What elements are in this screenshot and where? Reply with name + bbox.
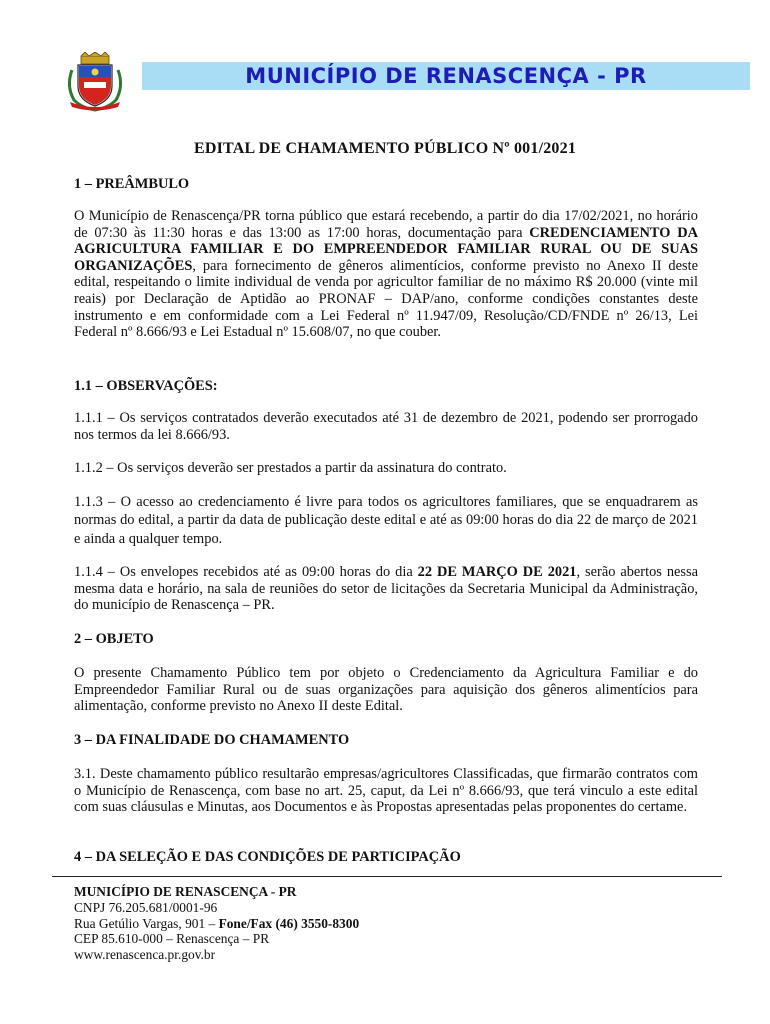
observacao-1: 1.1.1 – Os serviços contratados deverão executados até 31 de dezembro de 2021, podendo ser prorrogado nos termos da lei 8.666/93. xyxy=(74,410,698,443)
footer-divider xyxy=(52,876,722,877)
letterhead xyxy=(64,52,696,112)
observacao-3: 1.1.3 – O acesso ao credenciamento é livre para todos os agricultores familiares, que se enquadrarem as normas do edital, a partir da data de publicação deste edital e até as 09:00 horas do dia 22 de março de 2021 e ainda a qualquer tempo. xyxy=(74,494,698,547)
preambulo-text-end: , para fornecimento de gêneros alimentícios, conforme previsto no Anexo II deste edital, respeitando o limite individual de venda por agricultor familiar de no máximo R$ 20.000 (vinte mil reais) por Declaração de Aptidão ao PRONAF – DAP/ano, conforme condições constantes deste instrumento e em conformidade com a Lei Federal nº 11.947/09, Resolução/CD/FNDE nº 26/13, Lei Federal nº 8.666/93 e Lei Estadual nº 15.608/07, no que couber. xyxy=(74,257,698,341)
observacao-2: 1.1.2 – Os serviços deverão ser prestados a partir da assinatura do contrato. xyxy=(74,460,507,476)
footer-phone: Fone/Fax (46) 3550-8300 xyxy=(218,915,360,931)
section-heading-objeto: 2 – OBJETO xyxy=(74,631,154,647)
section-heading-observacoes: 1.1 – OBSERVAÇÕES: xyxy=(74,378,218,394)
observacao-4-date: 22 DE MARÇO DE 2021 xyxy=(417,564,577,580)
objeto-paragraph: O presente Chamamento Público tem por objeto o Credenciamento da Agricultura Familiar e do Empreendedor Familiar Rural ou de suas organizações para aquisição dos gêneros alimentícios para alimentação, conforme previsto no Anexo II deste Edital. xyxy=(74,665,698,715)
footer-cep: CEP 85.610-000 – Renascença – PR xyxy=(74,931,270,947)
municipality-banner xyxy=(142,62,750,90)
footer-street: Rua Getúlio Vargas, 901 – xyxy=(74,915,219,931)
coat-of-arms-icon xyxy=(64,52,126,112)
footer-municipality-name: MUNICÍPIO DE RENASCENÇA - PR xyxy=(74,884,297,899)
section-heading-preambulo: 1 – PREÂMBULO xyxy=(74,176,190,192)
footer-cnpj: CNPJ 76.205.681/0001-96 xyxy=(74,899,218,915)
finalidade-paragraph: 3.1. Deste chamamento público resultarão empresas/agricultores Classificadas, que firmarão contratos com o Município de Renascença, com base no art. 25, caput, da Lei nº 8.666/93, que terá vinculo a este edital com suas cláusulas e Minutas, aos Documentos e às Propostas apresentadas pelas proponentes do certame. xyxy=(74,766,698,816)
observacao-4-text-start: 1.1.4 – Os envelopes recebidos até as 09:00 horas do dia xyxy=(74,564,418,580)
section-heading-finalidade: 3 – DA FINALIDADE DO CHAMAMENTO xyxy=(74,732,350,748)
preambulo-bold-text: CREDENCIAMENTO DA AGRICULTURA FAMILIAR E DO EMPREENDEDOR FAMILIAR RURAL OU DE SUAS ORGANIZAÇÕES xyxy=(74,224,698,274)
section-heading-selecao: 4 – DA SELEÇÃO E DAS CONDIÇÕES DE PARTICIPAÇÃO xyxy=(74,849,461,865)
observacao-4-text-end: , serão abertos nessa mesma data e horário, na sala de reuniões do setor de licitações da Secretaria Municipal da Administração, do município de Renascença – PR. xyxy=(74,564,698,614)
preambulo-paragraph xyxy=(74,208,698,341)
preambulo-text-start: O Município de Renascença/PR torna público que estará recebendo, a partir do dia 17/02/2021, no horário de 07:30 às 11:30 horas e das 13:00 as 17:00 horas, documentação para xyxy=(74,208,698,241)
footer-address xyxy=(74,916,594,932)
observacao-4 xyxy=(74,564,698,614)
municipality-title: MUNICÍPIO DE RENASCENÇA - PR xyxy=(245,64,647,88)
footer-website: www.renascenca.pr.gov.br xyxy=(74,947,216,963)
footer xyxy=(74,884,594,963)
document-title: EDITAL DE CHAMAMENTO PÚBLICO Nº 001/2021 xyxy=(193,140,577,157)
